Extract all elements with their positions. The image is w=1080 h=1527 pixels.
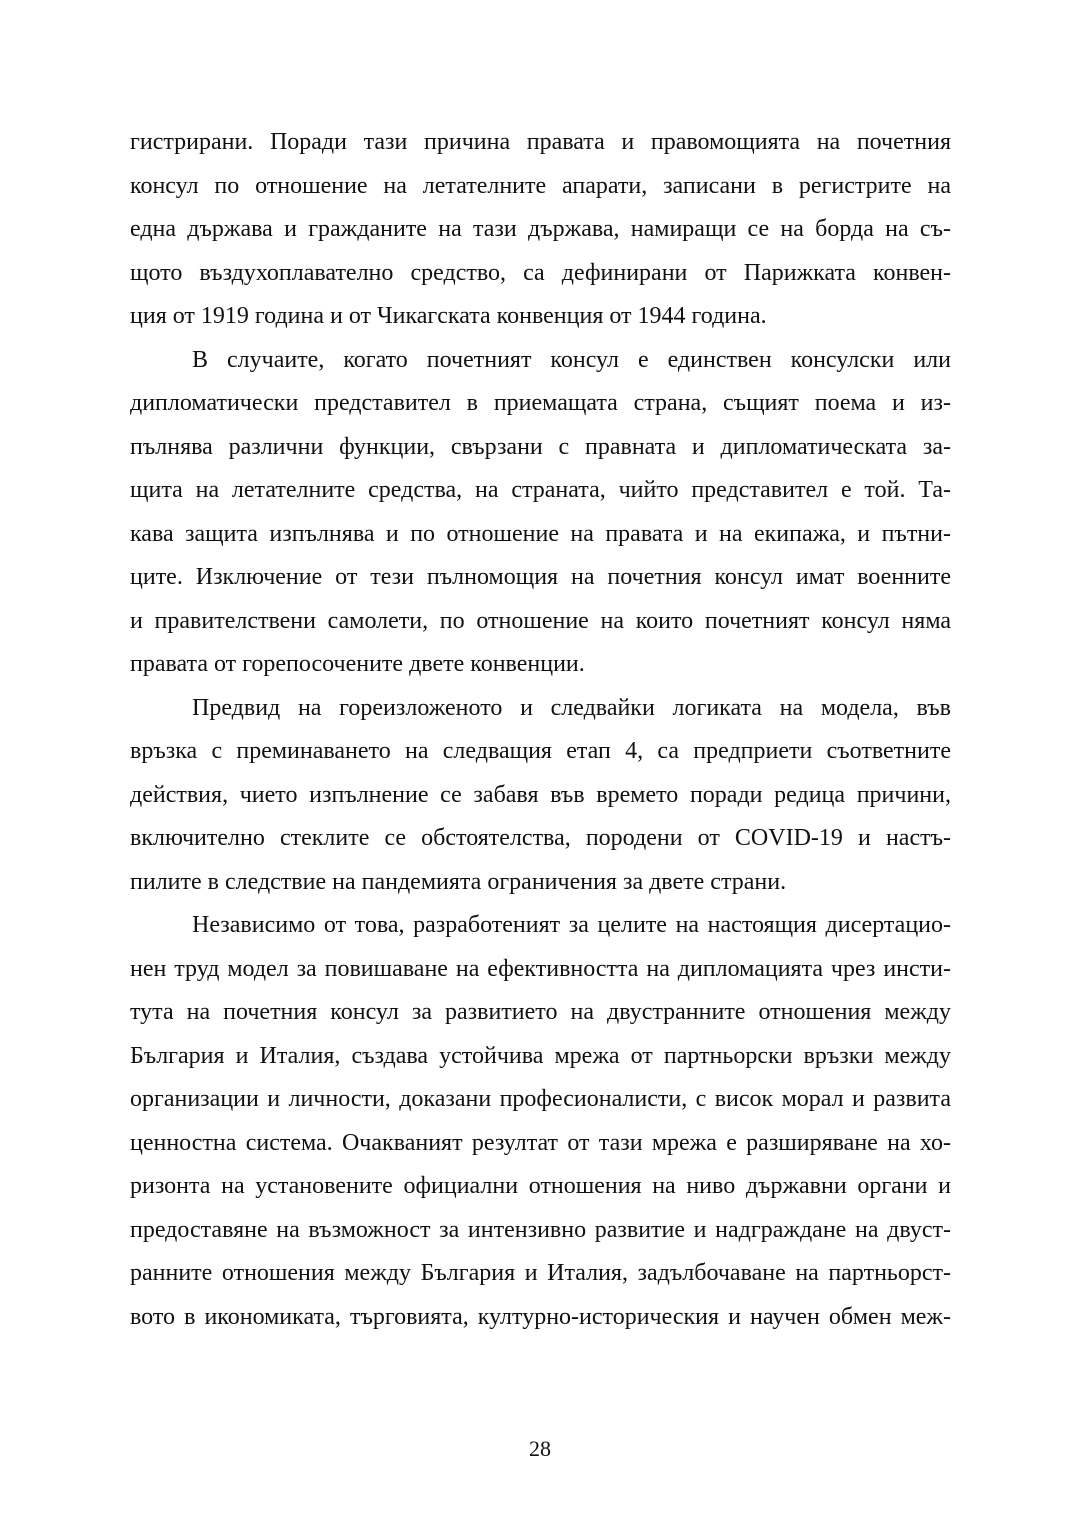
text-line: и правителствени самолети, по отношение на които почетният консул няма: [130, 607, 951, 634]
text-line: консул по отношение на летателните апарати, записани в регистрите на: [130, 172, 951, 199]
text-line: вото в икономиката, търговията, културно-историческия и научен обмен меж-: [130, 1303, 951, 1330]
paragraph: [130, 904, 951, 1339]
text-line: една държава и гражданите на тази държава, намиращи се на борда на съ-: [130, 216, 951, 242]
text-line: организации и личности, доказани професионалисти, с висок морал и развита: [130, 1086, 951, 1112]
text-line: ците. Изключение от тези пълномощия на почетния консул имат военните: [130, 564, 951, 590]
text-line: правата от горепосочените двете конвенции.: [130, 651, 585, 677]
text-line: Предвид на гореизложеното и следвайки логиката на модела, във: [192, 694, 951, 721]
text-line: В случаите, когато почетният консул е единствен консулски или: [192, 346, 951, 373]
text-line: пълнява различни функции, свързани с правната и дипломатическата за-: [130, 433, 951, 460]
text-line: нен труд модел за повишаване на ефективността на дипломацията чрез инсти-: [130, 955, 951, 982]
paragraph: [130, 687, 951, 905]
text-line: включително стеклите се обстоятелства, породени от COVID-19 и настъ-: [130, 825, 951, 851]
text-line: предоставяне на възможност за интензивно развитие и надграждане на двуст-: [130, 1216, 951, 1243]
text-line: кава защита изпълнява и по отношение на правата и на екипажа, и пътни-: [130, 520, 951, 547]
page-number: 28: [529, 1436, 551, 1461]
text-line: щото въздухоплавателно средство, са дефинирани от Парижката конвен-: [130, 259, 951, 286]
text-line: ранните отношения между България и Италия, задълбочаване на партньорст-: [130, 1260, 951, 1286]
text-line: пилите в следствие на пандемията ограничения за двете страни.: [130, 868, 787, 895]
text-line: ризонта на установените официални отношения на ниво държавни органи и: [130, 1173, 951, 1199]
document-body: [130, 121, 951, 1339]
text-line: дипломатически представител в приемащата страна, същият поема и из-: [130, 390, 951, 416]
text-line: връзка с преминаването на следващия етап 4, са предприети съответните: [130, 738, 951, 764]
paragraph: [130, 121, 951, 339]
text-line: ценностна система. Очакваният резултат от тази мрежа е разширяване на хо-: [130, 1129, 951, 1156]
text-line: щита на летателните средства, на страната, чийто представител е той. Та-: [130, 477, 951, 503]
text-line: България и Италия, създава устойчива мрежа от партньорски връзки между: [130, 1042, 951, 1069]
paragraph: [130, 339, 951, 687]
text-line: тута на почетния консул за развитието на двустранните отношения между: [130, 999, 951, 1025]
text-line: гистрирани. Поради тази причина правата и правомощията на почетния: [130, 129, 951, 155]
text-line: Независимо от това, разработеният за целите на настоящия дисертацио-: [192, 912, 951, 938]
text-line: ция от 1919 година и от Чикагската конвенция от 1944 година.: [130, 303, 767, 329]
text-line: действия, чието изпълнение се забавя във времето поради редица причини,: [130, 781, 951, 808]
